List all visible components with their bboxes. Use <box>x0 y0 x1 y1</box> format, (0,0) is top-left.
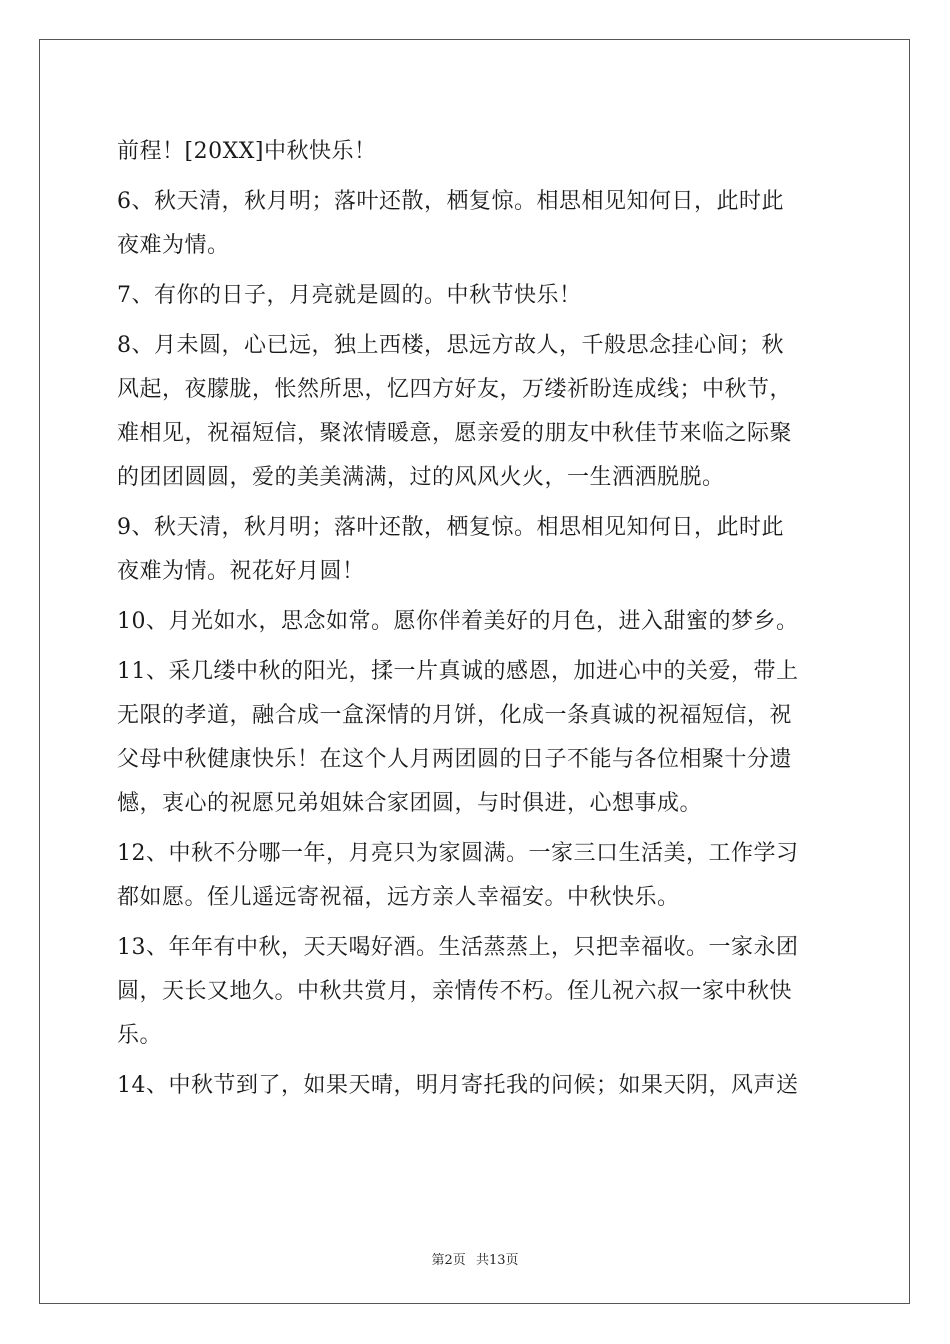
text-line: 的团团圆圆，爱的美美满满，过的风风火火，一生洒洒脱脱。 <box>117 465 725 490</box>
page-footer <box>0 1249 950 1268</box>
text-line: 父母中秋健康快乐！在这个人月两团圆的日子不能与各位相聚十分遗 <box>117 747 793 772</box>
text-line: 13、年年有中秋，天天喝好酒。生活蒸蒸上，只把幸福收。一家永团 <box>117 935 799 960</box>
text-line: 6、秋天清，秋月明；落叶还散，栖复惊。相思相见知何日，此时此 <box>117 189 784 214</box>
document-body <box>117 130 837 1108</box>
text-line: 前程！[20XX]中秋快乐！ <box>117 139 377 164</box>
text-line: 7、有你的日子，月亮就是圆的。中秋节快乐！ <box>117 283 582 308</box>
text-line: 夜难为情。祝花好月圆！ <box>117 559 365 584</box>
page-total: 共13页 <box>475 1253 519 1268</box>
text-line: 10、月光如水，思念如常。愿你伴着美好的月色，进入甜蜜的梦乡。 <box>117 609 799 634</box>
text-line: 难相见，祝福短信，聚浓情暖意，愿亲爱的朋友中秋佳节来临之际聚 <box>117 421 793 446</box>
text-line: 14、中秋节到了，如果天晴，明月寄托我的问候；如果天阴，风声送 <box>117 1073 799 1098</box>
text-line: 圆，天长又地久。中秋共赏月，亲情传不朽。侄儿祝六叔一家中秋快 <box>117 979 793 1004</box>
text-line: 风起，夜朦胧，怅然所思，忆四方好友，万缕祈盼连成线；中秋节， <box>117 377 793 402</box>
text-line: 无限的孝道，融合成一盒深情的月饼，化成一条真诚的祝福短信，祝 <box>117 703 793 728</box>
text-line: 都如愿。侄儿遥远寄祝福，远方亲人幸福安。中秋快乐。 <box>117 885 680 910</box>
text-line: 夜难为情。 <box>117 233 230 258</box>
text-line: 8、月未圆，心已远，独上西楼，思远方故人，千般思念挂心间；秋 <box>117 333 784 358</box>
text-line: 9、秋天清，秋月明；落叶还散，栖复惊。相思相见知何日，此时此 <box>117 515 784 540</box>
page-number: 第2页 <box>431 1253 466 1268</box>
text-line: 11、采几缕中秋的阳光，揉一片真诚的感恩，加进心中的关爱，带上 <box>117 659 799 684</box>
text-line: 12、中秋不分哪一年，月亮只为家圆满。一家三口生活美，工作学习 <box>117 841 799 866</box>
text-line: 乐。 <box>117 1023 163 1048</box>
text-line: 憾，衷心的祝愿兄弟姐妹合家团圆，与时俱进，心想事成。 <box>117 791 703 816</box>
